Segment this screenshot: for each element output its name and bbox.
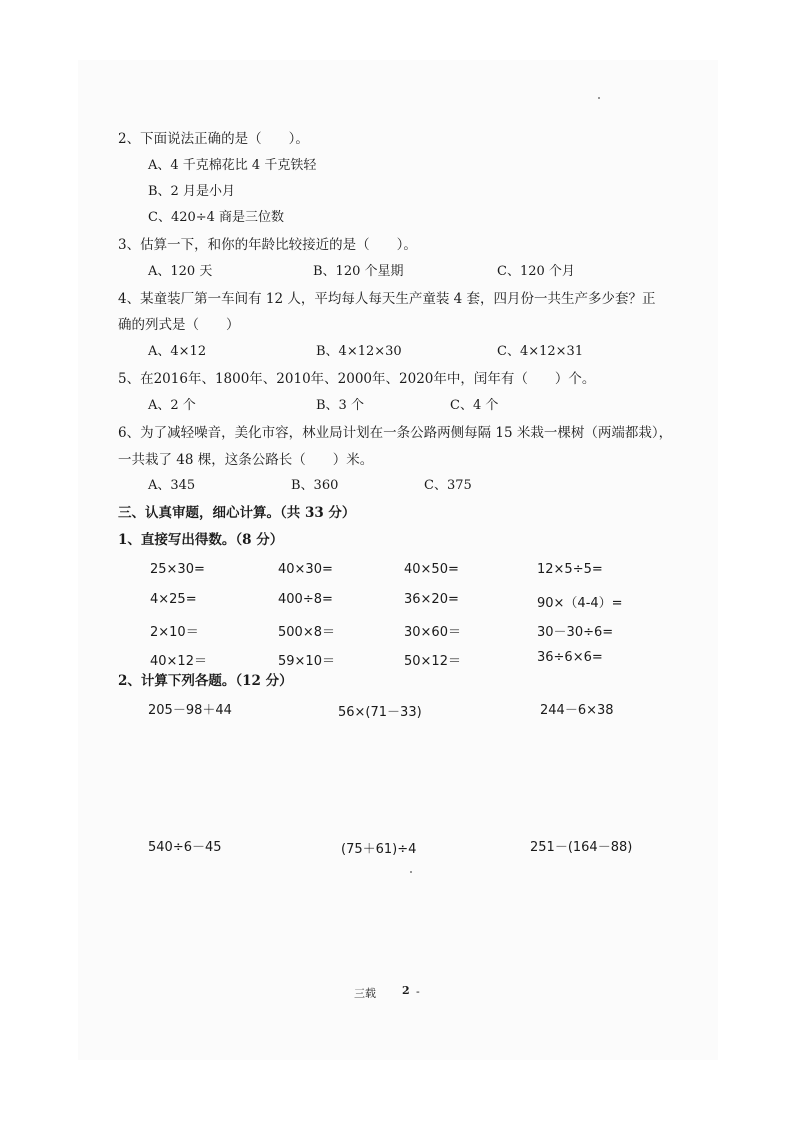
oral-item: 40×12＝ — [150, 654, 207, 669]
q4-stem-line1: 4、某童装厂第一车间有 12 人，平均每人每天生产童装 4 套，四月份一共生产多少套？正 — [118, 291, 656, 307]
q5-option-c: C、4 个 — [450, 398, 499, 413]
section3-part1-title: 1、直接写出得数。（8 分） — [118, 532, 284, 548]
q3-option-b: B、120 个星期 — [313, 264, 404, 279]
section3-part2-title: 2、计算下列各题。（12 分） — [118, 673, 293, 689]
oral-item: 59×10＝ — [278, 654, 335, 669]
q3-option-a: A、120 天 — [148, 264, 213, 279]
footer-label: 三载 — [354, 987, 376, 1000]
oral-item: 30－30÷6= — [537, 625, 614, 640]
q6-option-c: C、375 — [424, 478, 472, 493]
oral-item: 4×25= — [150, 592, 197, 607]
q6-stem-line1: 6、为了减轻噪音，美化市容，林业局计划在一条公路两侧每隔 15 米栽一棵树（两端都栽）， — [118, 425, 673, 441]
q6-option-b: B、360 — [291, 478, 339, 493]
calc-problem: 244－6×38 — [540, 703, 614, 718]
calc-problem: (75＋61)÷4 — [341, 842, 417, 857]
oral-item: 40×30= — [278, 562, 333, 577]
q4-option-a: A、4×12 — [148, 344, 207, 359]
q4-option-b: B、4×12×30 — [316, 344, 402, 359]
oral-item: 40×50= — [404, 562, 459, 577]
calc-problem: 251－(164－88) — [530, 840, 633, 855]
q4-option-c: C、4×12×31 — [497, 344, 584, 359]
q3-option-c: C、120 个月 — [497, 264, 575, 279]
calc-problem: 56×(71－33) — [338, 705, 422, 720]
oral-item: 90×（4-4）= — [537, 596, 623, 611]
oral-item: 36×20= — [404, 592, 459, 607]
calc-problem: 205－98＋44 — [148, 703, 232, 718]
oral-item: 50×12＝ — [404, 654, 461, 669]
q5-option-b: B、3 个 — [316, 398, 364, 413]
q2-option-c: C、420÷4 商是三位数 — [148, 210, 285, 225]
q5-option-a: A、2 个 — [148, 398, 196, 413]
calc-problem: 540÷6－45 — [148, 840, 222, 855]
oral-item: 12×5÷5= — [537, 562, 603, 577]
oral-item: 36÷6×6= — [537, 650, 603, 665]
oral-item: 25×30= — [150, 562, 205, 577]
q3-stem: 3、估算一下，和你的年龄比较接近的是（ ）。 — [118, 237, 417, 253]
q2-option-a: A、4 千克棉花比 4 千克铁轻 — [148, 158, 317, 173]
oral-item: 400÷8= — [278, 592, 333, 607]
oral-item: 500×8＝ — [278, 625, 335, 640]
q2-stem: 2、下面说法正确的是（ ）。 — [118, 131, 309, 147]
page-number: 2 — [402, 984, 410, 997]
q6-option-a: A、345 — [148, 478, 196, 493]
oral-item: 2×10＝ — [150, 625, 199, 640]
section3-title: 三、认真审题，细心计算。（共 33 分） — [118, 505, 356, 521]
oral-item: 30×60＝ — [404, 625, 461, 640]
q2-option-b: B、2 月是小月 — [148, 184, 235, 199]
q4-stem-line2: 确的列式是（ ） — [118, 317, 240, 333]
scan-speck — [410, 871, 412, 873]
footer-mark: - — [416, 985, 420, 998]
scan-speck — [598, 97, 600, 99]
q5-stem: 5、在2016年、1800年、2010年、2000年、2020年中，闰年有（ ）个。 — [118, 371, 596, 387]
q6-stem-line2: 一共栽了 48 棵，这条公路长（ ）米。 — [118, 452, 374, 468]
